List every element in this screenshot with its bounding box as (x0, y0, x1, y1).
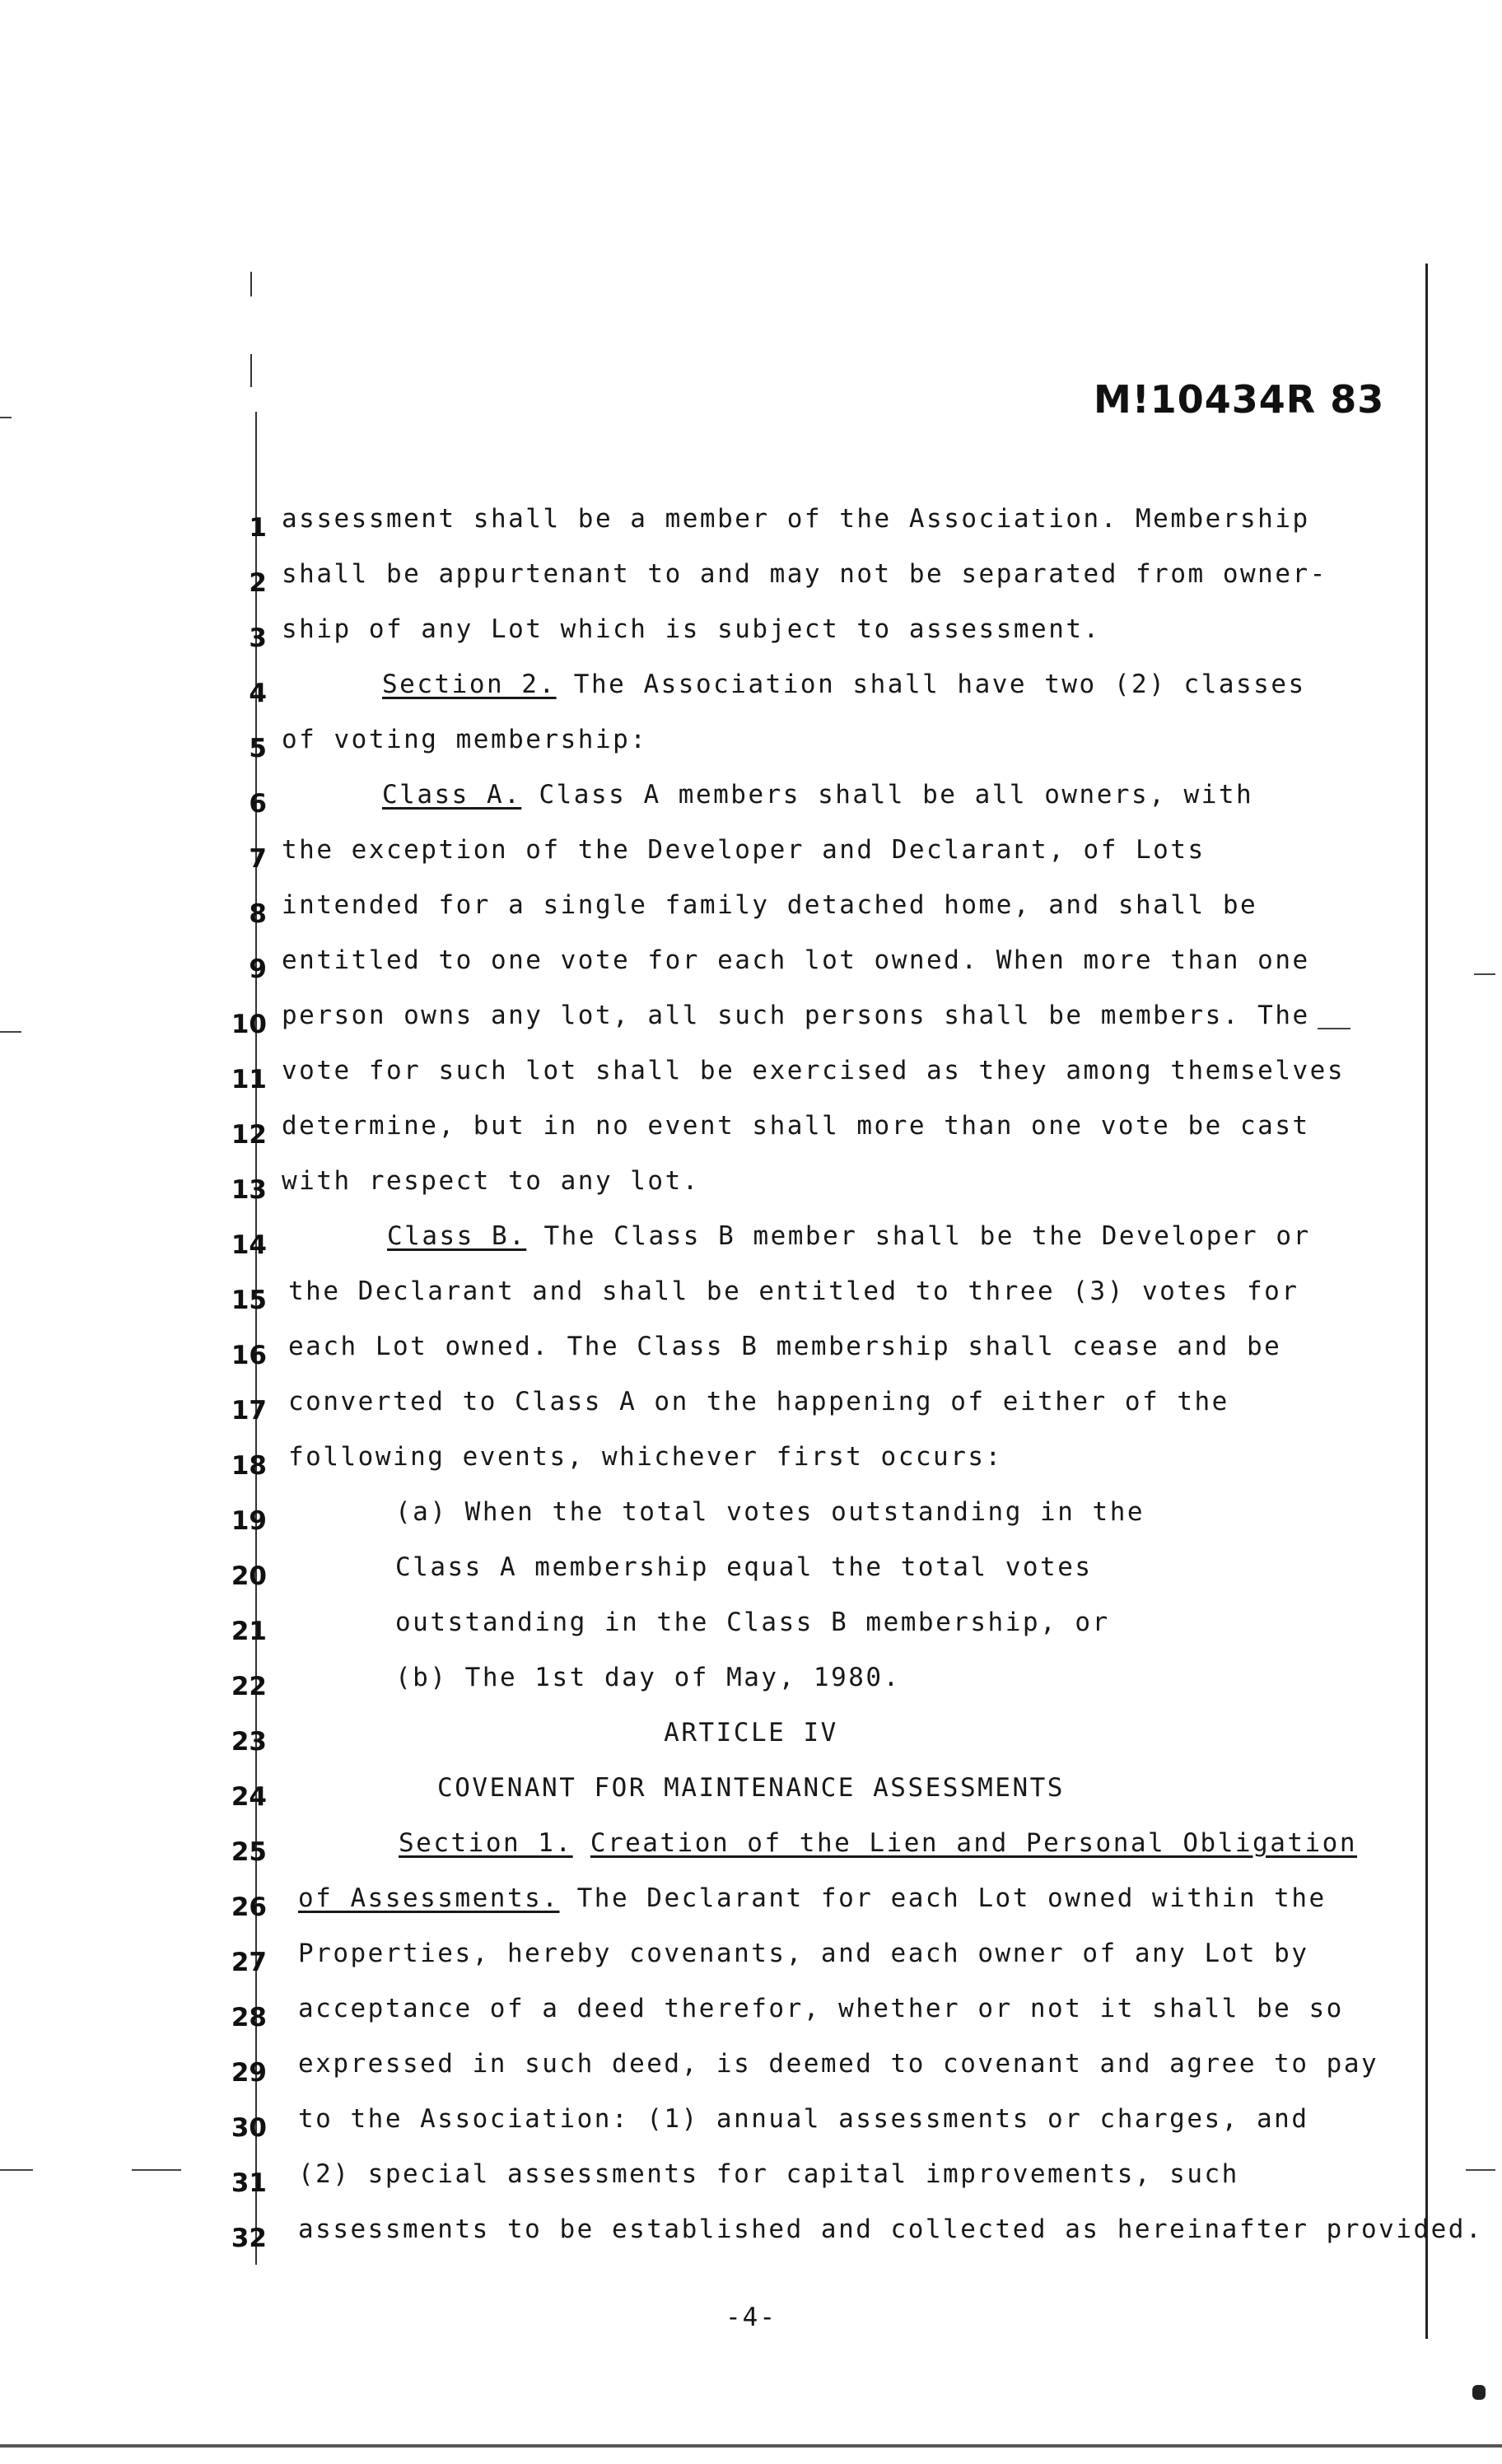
edge-mark (1318, 1028, 1350, 1029)
text-line: Properties, hereby covenants, and each owner of any Lot by (298, 1939, 1309, 1968)
line-number: 19 (231, 1506, 267, 1536)
line-number: 20 (231, 1561, 267, 1591)
text-line (399, 1828, 1357, 1858)
line-number: 27 (231, 1948, 267, 1977)
line-number: 2 (249, 568, 267, 598)
edge-mark (132, 2169, 181, 2171)
line-number: 1 (249, 513, 267, 543)
text-line: person owns any lot, all such persons shall be members. The (282, 1001, 1310, 1030)
line-number: 25 (231, 1837, 267, 1867)
edge-mark (1466, 2169, 1495, 2171)
line-number: 8 (249, 899, 267, 929)
line-number: 9 (249, 954, 267, 984)
text-line: (b) The 1st day of May, 1980. (395, 1663, 901, 1692)
edge-mark (1474, 973, 1495, 975)
right-border-line (1425, 264, 1428, 2339)
line-number: 10 (231, 1010, 267, 1039)
text-line: of voting membership: (282, 725, 648, 754)
line-number: 24 (231, 1782, 267, 1812)
text-line: Class B. The Class B member shall be the Developer or (387, 1221, 1311, 1251)
class-heading: Class A. (382, 780, 522, 810)
text-line: vote for such lot shall be exercised as they among themselves (282, 1056, 1345, 1085)
text-line: the exception of the Developer and Declarant, of Lots (282, 835, 1206, 865)
text-line: shall be appurtenant to and may not be separated from owner- (282, 559, 1327, 589)
text-line: ship of any Lot which is subject to assessment. (282, 614, 1101, 644)
text-line: Class A. Class A members shall be all owners, with (382, 780, 1254, 810)
text-line: outstanding in the Class B membership, or (395, 1608, 1110, 1637)
bottom-scan-edge (0, 2444, 1502, 2448)
text-line: acceptance of a deed therefor, whether or not it shall be so (298, 1994, 1344, 2023)
margin-rule-mark (250, 272, 252, 296)
text-line: (a) When the total votes outstanding in the (395, 1497, 1145, 1527)
article-title: COVENANT FOR MAINTENANCE ASSESSMENTS (437, 1773, 1065, 1803)
line-number: 16 (231, 1341, 267, 1370)
text-line: each Lot owned. The Class B membership shall cease and be (288, 1332, 1282, 1361)
line-number: 32 (231, 2224, 267, 2253)
line-number: 7 (249, 844, 267, 874)
section-heading: Section 1. (399, 1828, 573, 1858)
line-number: 12 (231, 1120, 267, 1150)
text-line: intended for a single family detached home, and shall be (282, 890, 1258, 920)
line-number: 28 (231, 2003, 267, 2032)
text-line: (2) special assessments for capital improvements, such (298, 2159, 1239, 2189)
line-number: 11 (231, 1065, 267, 1094)
line-number: 26 (231, 1892, 267, 1922)
edge-mark (0, 417, 12, 418)
margin-rule-mark (250, 354, 252, 387)
line-number: 31 (231, 2168, 267, 2198)
text-line: Section 2. The Association shall have two (2) classes (382, 670, 1306, 699)
page-number: -4- (725, 2303, 777, 2332)
line-number: 14 (231, 1230, 267, 1260)
section-heading: Section 2. (382, 670, 557, 699)
scan-mark (1472, 2385, 1486, 2400)
line-number: 29 (231, 2058, 267, 2088)
class-heading: Class B. (387, 1221, 527, 1251)
text-line: following events, whichever first occurs: (288, 1442, 1003, 1472)
text-line: the Declarant and shall be entitled to three (3) votes for (288, 1276, 1299, 1306)
section-title: of Assessments. (298, 1883, 560, 1913)
line-number: 22 (231, 1672, 267, 1701)
line-number: 4 (249, 679, 267, 708)
line-number: 6 (249, 789, 267, 819)
text-line: converted to Class A on the happening of either of the (288, 1387, 1229, 1416)
text-line: determine, but in no event shall more than one vote be cast (282, 1111, 1310, 1141)
edge-mark (0, 2169, 33, 2171)
text-line: to the Association: (1) annual assessments or charges, and (298, 2104, 1309, 2134)
text-line: with respect to any lot. (282, 1166, 700, 1196)
text-line: assessments to be established and collected as hereinafter provided. (298, 2214, 1484, 2244)
section-title: Creation of the Lien and Personal Obligation (590, 1828, 1358, 1858)
line-number: 23 (231, 1727, 267, 1757)
line-number: 15 (231, 1286, 267, 1315)
text-line: entitled to one vote for each lot owned. When more than one (282, 945, 1310, 975)
line-number: 3 (249, 623, 267, 653)
line-number: 17 (231, 1396, 267, 1426)
line-number: 21 (231, 1617, 267, 1646)
edge-mark (0, 1031, 21, 1033)
text-line: Class A membership equal the total votes (395, 1552, 1093, 1582)
document-reference-number: M!10434R 83 (1094, 377, 1385, 422)
line-number: 13 (231, 1175, 267, 1205)
text-line: of Assessments. The Declarant for each Lot owned within the (298, 1883, 1327, 1913)
line-number: 5 (249, 734, 267, 763)
article-heading: ARTICLE IV (664, 1718, 838, 1748)
text-line: assessment shall be a member of the Association. Membership (282, 504, 1310, 534)
line-number: 18 (231, 1451, 267, 1481)
line-number: 30 (231, 2113, 267, 2143)
text-line: expressed in such deed, is deemed to covenant and agree to pay (298, 2049, 1379, 2079)
